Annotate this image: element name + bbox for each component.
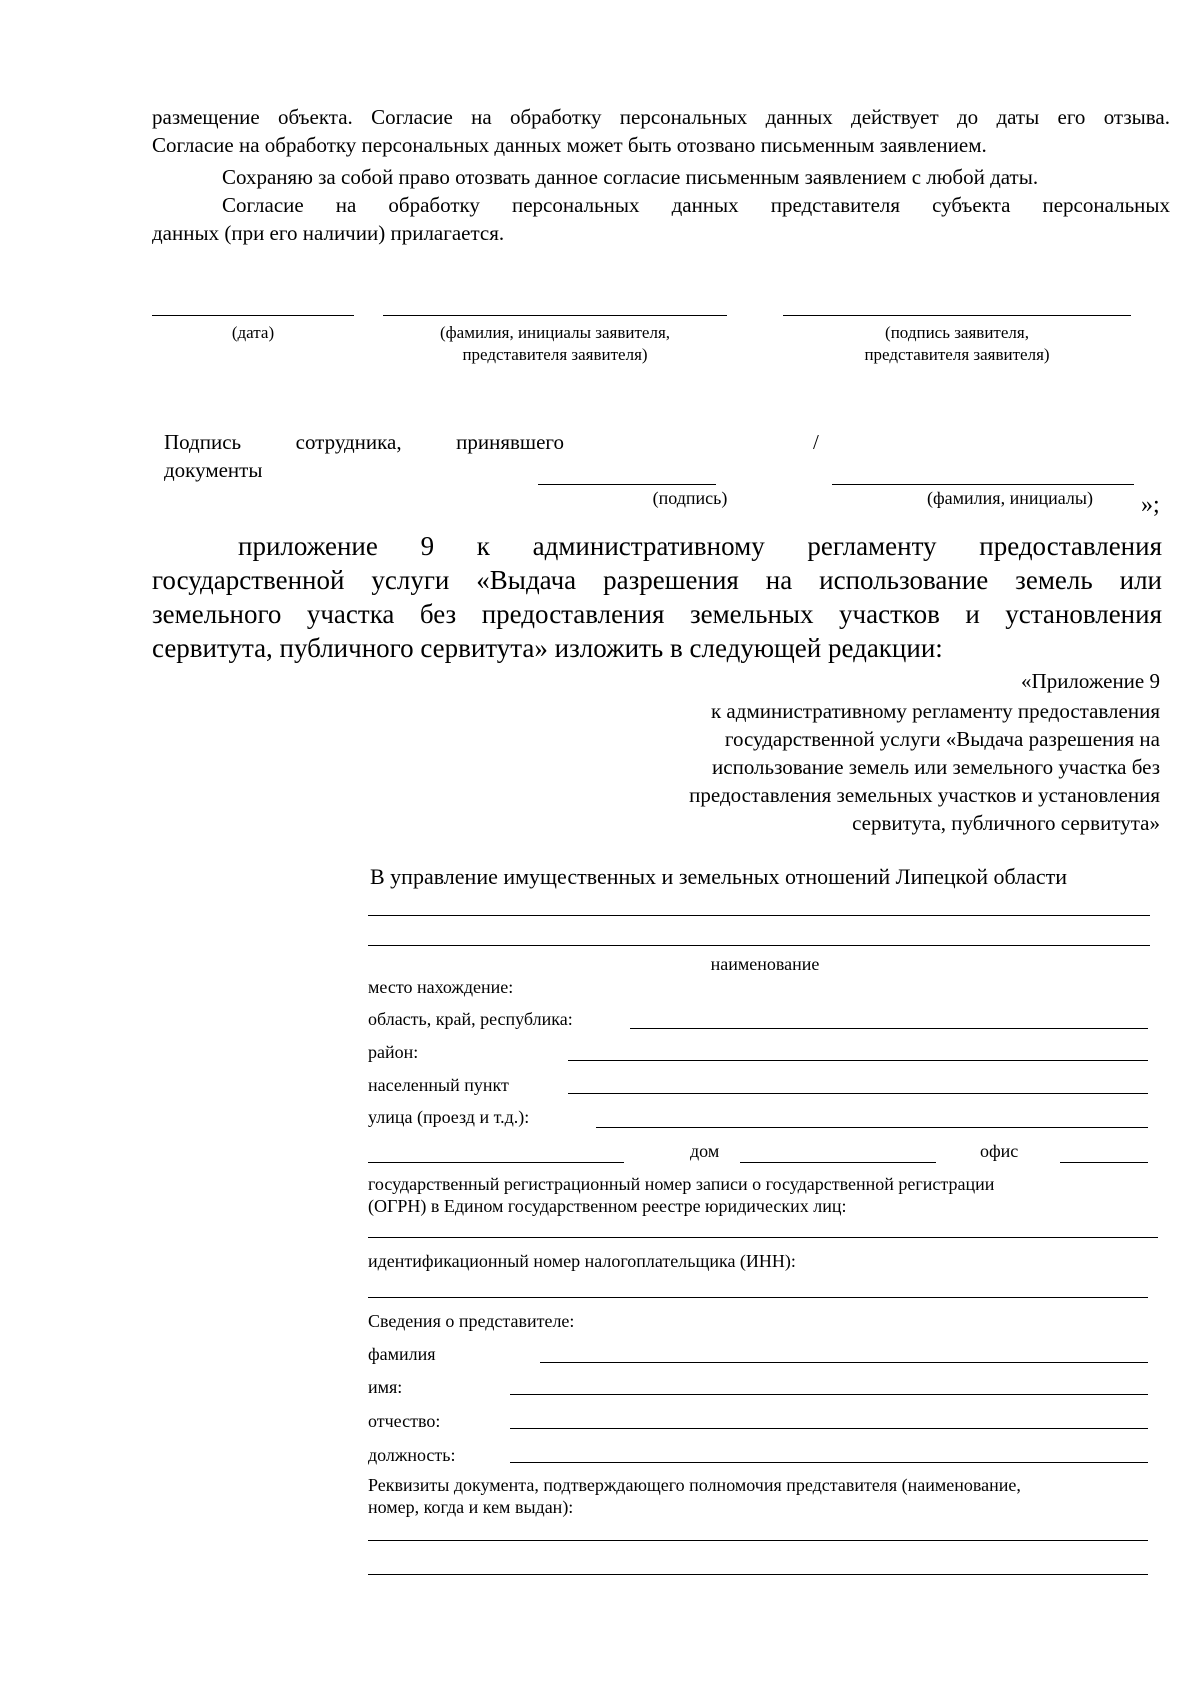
street-field[interactable]	[596, 1127, 1148, 1128]
employee-name-caption: (фамилия, инициалы)	[927, 488, 1093, 508]
closing-quote: »;	[1141, 492, 1160, 518]
appendix-line-3: государственной услуги «Выдача разрешения на	[724, 727, 1160, 751]
representative-title: Сведения о представителе:	[368, 1311, 575, 1331]
employee-label-2: документы	[164, 458, 263, 482]
appendix-line-2: к административному регламенту предоставления	[710, 699, 1160, 723]
office-field[interactable]	[1060, 1162, 1148, 1163]
settlement-label: населенный пункт	[368, 1075, 509, 1095]
inn-label: идентификационный номер налогоплательщика (ИНН):	[368, 1251, 796, 1271]
applicant-signature-caption-2: представителя заявителя)	[864, 345, 1050, 364]
authority-doc-label-1: Реквизиты документа, подтверждающего полномочия представителя (наименование,	[368, 1475, 1021, 1495]
settlement-field[interactable]	[568, 1093, 1148, 1094]
date-line	[152, 315, 354, 316]
location-label: место нахождение:	[368, 977, 514, 997]
employee-signature-line	[538, 484, 716, 485]
position-label: должность:	[368, 1445, 456, 1465]
ogrn-label-2: (ОГРН) в Едином государственном реестре юридических лиц:	[368, 1196, 847, 1216]
text-consent-line-5: данных (при его наличии) прилагается.	[152, 221, 505, 245]
form-addressee: В управление имущественных и земельных отношений Липецкой области	[370, 864, 1068, 889]
patronymic-field[interactable]	[510, 1428, 1148, 1429]
applicant-signature-caption-1: (подпись заявителя,	[885, 323, 1029, 342]
text-consent-line-4: Согласие на обработку персональных данных представителя субъекта персональных	[222, 193, 1170, 217]
slash-separator: /	[813, 430, 819, 454]
text-consent-line-2: Согласие на обработку персональных данных может быть отозвано письменным заявлением.	[152, 133, 987, 157]
surname-label: фамилия	[368, 1344, 436, 1364]
ogrn-label-1: государственный регистрационный номер записи о государственной регистрации	[368, 1174, 995, 1194]
amendment-line-2: государственной услуги «Выдача разрешения на использование земель или	[152, 565, 1162, 595]
employee-name-line	[832, 484, 1134, 485]
amendment-line-1: приложение 9 к административному регламенту предоставления	[238, 531, 1162, 561]
surname-field[interactable]	[540, 1362, 1148, 1363]
house-label: дом	[690, 1141, 720, 1161]
org-name-line-2[interactable]	[368, 945, 1150, 946]
appendix-line-4: использование земель или земельного участка без	[712, 755, 1160, 779]
appendix-line-5: предоставления земельных участков и установления	[689, 783, 1160, 807]
org-name-caption: наименование	[710, 954, 820, 974]
applicant-name-line	[383, 315, 727, 316]
authority-doc-field-2[interactable]	[368, 1574, 1148, 1575]
text-consent-line-3: Сохраняю за собой право отозвать данное согласие письменным заявлением с любой даты.	[222, 165, 1039, 189]
applicant-signature-line	[783, 315, 1131, 316]
district-label: район:	[368, 1042, 419, 1062]
authority-doc-field-1[interactable]	[368, 1540, 1148, 1541]
appendix-title: «Приложение 9	[1021, 669, 1160, 693]
amendment-line-4: сервитута, публичного сервитута» изложить в следующей редакции:	[152, 633, 943, 663]
text-consent-line-1: размещение объекта. Согласие на обработку персональных данных действует до даты его отзыва.	[152, 105, 1170, 129]
first-name-label: имя:	[368, 1377, 403, 1397]
authority-doc-label-2: номер, когда и кем выдан):	[368, 1497, 574, 1517]
applicant-name-caption-2: представителя заявителя)	[462, 345, 648, 364]
amendment-line-3: земельного участка без предоставления земельных участков и установления	[152, 599, 1162, 629]
office-label: офис	[980, 1141, 1019, 1161]
employee-label-1: Подпись сотрудника, принявшего	[164, 430, 564, 454]
region-field[interactable]	[630, 1028, 1148, 1029]
employee-signature-caption: (подпись)	[652, 488, 728, 508]
inn-field[interactable]	[368, 1297, 1148, 1298]
street-label: улица (проезд и т.д.):	[368, 1107, 530, 1127]
first-name-field[interactable]	[510, 1394, 1148, 1395]
org-name-line-1[interactable]	[368, 915, 1150, 916]
district-field[interactable]	[568, 1060, 1148, 1061]
street-extra-field[interactable]	[368, 1162, 624, 1163]
appendix-line-6: сервитута, публичного сервитута»	[852, 811, 1160, 835]
house-field[interactable]	[740, 1162, 936, 1163]
date-caption: (дата)	[231, 323, 275, 342]
position-field[interactable]	[510, 1462, 1148, 1463]
patronymic-label: отчество:	[368, 1411, 441, 1431]
ogrn-field[interactable]	[368, 1237, 1158, 1238]
region-label: область, край, республика:	[368, 1009, 573, 1029]
applicant-name-caption-1: (фамилия, инициалы заявителя,	[439, 323, 671, 342]
